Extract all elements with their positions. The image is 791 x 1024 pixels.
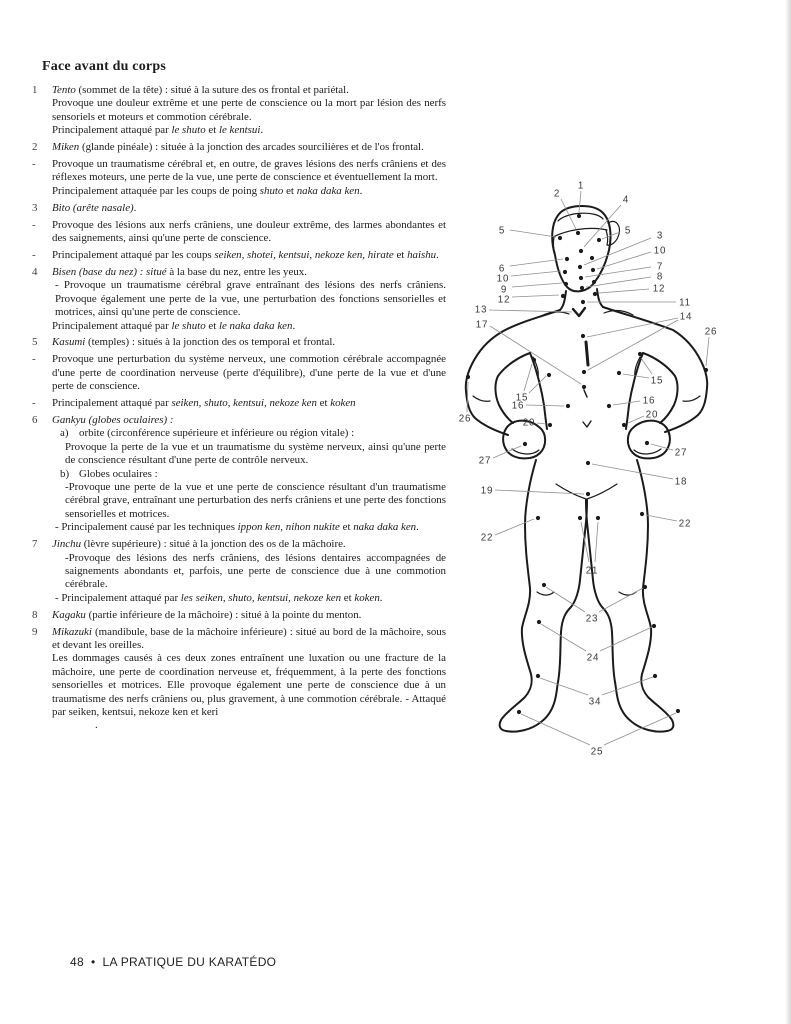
body-outline bbox=[628, 421, 670, 459]
diagram-number-label: 27 bbox=[674, 447, 688, 459]
list-item bbox=[32, 538, 446, 605]
technique-term: le naka daka ken bbox=[218, 319, 293, 332]
leader-line bbox=[540, 678, 588, 695]
body-outline bbox=[597, 289, 603, 307]
vital-point-dot bbox=[638, 352, 642, 356]
vital-point-dot bbox=[586, 461, 590, 465]
vital-point-dot bbox=[582, 370, 586, 374]
vital-point-dot bbox=[591, 268, 595, 272]
diagram-number-label: 8 bbox=[656, 271, 664, 283]
body-detail-line bbox=[537, 592, 554, 595]
vital-point-dot bbox=[592, 280, 596, 284]
leader-line bbox=[524, 364, 532, 391]
item-marker: - bbox=[32, 397, 36, 410]
diagram-number-label: 10 bbox=[653, 245, 667, 257]
diagram-number-label: 20 bbox=[522, 417, 536, 429]
vital-point-dot bbox=[523, 442, 527, 446]
list-item bbox=[32, 84, 446, 138]
leader-line bbox=[592, 464, 673, 479]
diagram-number-label: 1 bbox=[577, 180, 585, 192]
diagram-number-label: 5 bbox=[498, 225, 506, 237]
leader-line bbox=[599, 289, 649, 293]
diagram-number-label: 12 bbox=[652, 283, 666, 295]
text-run: (temples) : situés à la jonction des os temporal et frontal. bbox=[85, 336, 336, 349]
body-detail-line bbox=[553, 237, 555, 253]
vital-point-dot bbox=[580, 286, 584, 290]
vital-point-dot bbox=[563, 270, 567, 274]
text-run: et bbox=[339, 521, 354, 534]
vital-point-dot bbox=[517, 710, 521, 714]
leader-line bbox=[585, 267, 651, 277]
paragraph bbox=[52, 552, 446, 592]
leader-line bbox=[510, 230, 556, 237]
technique-term: shuto bbox=[259, 184, 284, 197]
vital-point-dot bbox=[579, 249, 583, 253]
leader-line bbox=[512, 295, 559, 297]
body-detail-line bbox=[634, 449, 661, 454]
item-marker: 2 bbox=[32, 141, 38, 154]
anatomy-mark bbox=[584, 390, 587, 397]
text-run: (mandibule, base de la mâchoire inférieure) : situé au bord de la mâchoire, sous et devant les oreilles. bbox=[52, 625, 446, 651]
text-run: . bbox=[95, 719, 98, 732]
text-run: . bbox=[260, 124, 264, 137]
vital-point-dot bbox=[704, 368, 708, 372]
vital-point-dot bbox=[536, 516, 540, 520]
diagram-number-label: 4 bbox=[622, 194, 630, 206]
diagram-number-label: 6 bbox=[498, 263, 506, 275]
vital-point-dot bbox=[643, 585, 647, 589]
vital-point-dot bbox=[582, 385, 586, 389]
text-run: Principalement attaqué par bbox=[52, 397, 172, 410]
vital-point-dot bbox=[561, 294, 565, 298]
vital-point-dot bbox=[565, 257, 569, 261]
technique-term: naka daka ken bbox=[353, 521, 417, 534]
item-marker: 3 bbox=[32, 201, 38, 214]
technique-term: le shuto bbox=[171, 319, 206, 332]
text-run: (glande pinéale) : située à la jonction des arcades sourcilières et de l'os frontal. bbox=[79, 141, 424, 154]
vital-point-dot bbox=[640, 512, 644, 516]
paragraph bbox=[52, 427, 446, 440]
text-run: orbite (circonférence supérieure et inférieure ou région vitale) : bbox=[79, 427, 355, 440]
paragraph bbox=[52, 219, 446, 246]
figure-container bbox=[440, 160, 791, 800]
anatomy-mark bbox=[586, 342, 588, 365]
diagram-number-label: 26 bbox=[704, 326, 718, 338]
vital-point-dot bbox=[596, 516, 600, 520]
vital-point-dot bbox=[597, 238, 601, 242]
anatomy-mark bbox=[583, 421, 591, 427]
leader-line bbox=[510, 259, 563, 266]
leader-line bbox=[541, 624, 586, 651]
body-detail-line bbox=[587, 484, 617, 499]
list-item bbox=[32, 201, 446, 215]
leader-line bbox=[511, 271, 561, 276]
sub-item-label: b) bbox=[60, 467, 70, 480]
diagram-number-label: 16 bbox=[642, 395, 656, 407]
leader-line bbox=[579, 191, 581, 212]
vital-point-dot bbox=[566, 404, 570, 408]
text-run: -Provoque des lésions des nerfs crâniens, des lésions dentaires accompagnées de saignements abondants et, parfois, une perte de conscience due à une commotion cérébrale. bbox=[65, 551, 446, 591]
technique-term: Jinchu bbox=[52, 538, 82, 551]
text-run: -Provoque une perte de la vue et une perte de conscience résultant d'un traumatisme cérébral grave, entraînant une perturbation des nerfs crâniens et une perte des fonctions sensorielles et motrices. bbox=[65, 480, 446, 520]
diagram-number-label: 9 bbox=[500, 284, 508, 296]
technique-term: Kagaku bbox=[52, 608, 86, 621]
diagram-number-label: 21 bbox=[585, 565, 599, 577]
diagram-number-label: 15 bbox=[515, 392, 529, 404]
paragraph bbox=[52, 84, 446, 97]
leader-line bbox=[490, 326, 581, 384]
text-run: . bbox=[292, 319, 296, 332]
item-marker: 6 bbox=[32, 413, 38, 426]
technique-term: le shuto bbox=[171, 124, 206, 137]
paragraph bbox=[52, 124, 446, 137]
text-run: Provoque une perturbation du système nerveux, une commotion cérébrale accompagnée d'une perte de coordination nerveuse (perte d'équilibre), d'une perte de la vue et d'une perte de conscience. bbox=[52, 353, 446, 393]
diagram-number-label: 5 bbox=[624, 225, 632, 237]
technique-term: Gankyu (globes oculaires) : bbox=[52, 413, 174, 426]
item-marker: 9 bbox=[32, 625, 38, 638]
paragraph bbox=[52, 414, 446, 427]
text-run: Provoque un traumatisme cérébral et, en outre, de graves lésions des nerfs crâniens et des réflexes moteurs, une perte de la vue, une perte de conscience et éventuellement la mort. bbox=[52, 158, 446, 184]
diagram-number-label: 19 bbox=[480, 485, 494, 497]
technique-term: seiken, shuto, kentsui, nekoze ken bbox=[171, 397, 317, 410]
technique-term: Tento bbox=[52, 84, 76, 96]
text-run: Principalement attaquée par les coups de poing bbox=[52, 184, 260, 197]
text-run: Les dommages causés à ces deux zones entraînent une luxation ou une fracture de la mâchoire, une perte de coordination nerveuse et, fréquemment, à la perte des fonctions sensorielles et motrices. Elle provoque également une perte de conscience due à un traumatisme des nerfs crâniens ou, plus gravement, à une commotion cérébrale. - Attaqué par seiken, kentsui, nekoze ken et keri bbox=[52, 652, 446, 718]
vital-point-dot bbox=[542, 583, 546, 587]
text-run: . bbox=[359, 184, 363, 197]
paragraph bbox=[52, 481, 446, 521]
technique-term: haishu bbox=[407, 248, 437, 261]
vital-point-dot bbox=[676, 709, 680, 713]
text-run: et bbox=[205, 124, 219, 137]
item-marker: - bbox=[32, 353, 36, 366]
text-run: Provoque des lésions aux nerfs crâniens, une douleur extrême, des larmes abondantes et des saignements, ainsi qu'une perte de conscience. bbox=[52, 218, 446, 245]
list-item bbox=[32, 141, 446, 154]
list-item bbox=[32, 353, 446, 393]
vital-point-dot bbox=[607, 404, 611, 408]
text-run: . bbox=[416, 521, 419, 534]
text-run: (partie inférieure de la mâchoire) : situé à la pointe du menton. bbox=[85, 608, 362, 621]
body-outline bbox=[586, 460, 673, 732]
text-run: et bbox=[316, 397, 331, 410]
diagram-number-label: 14 bbox=[679, 311, 693, 323]
list-item bbox=[32, 265, 446, 333]
paragraph bbox=[52, 468, 446, 481]
body-detail-line bbox=[473, 396, 490, 401]
leader-line bbox=[600, 627, 652, 651]
text-run: à la base du nez, entre les yeux. bbox=[166, 265, 307, 278]
footer bbox=[70, 955, 276, 969]
text-run: Globes oculaires : bbox=[79, 467, 158, 480]
vital-point-dot bbox=[536, 674, 540, 678]
item-marker: - bbox=[32, 218, 36, 231]
paragraph bbox=[52, 320, 446, 333]
vital-point-dot bbox=[548, 423, 552, 427]
paragraph bbox=[52, 397, 446, 410]
diagram-number-label: 2 bbox=[553, 188, 561, 200]
vital-point-dot bbox=[578, 516, 582, 520]
text-run: - Provoque un traumatisme cérébral grave entraînant des lésions des nerfs crâniens. Provoque également une perte de la vue, une perturbation des fonctions sensorielles et motrices, ainsi qu'une perte de conscience. bbox=[55, 279, 446, 319]
text-run: . bbox=[436, 248, 439, 261]
diagram-number-label: 11 bbox=[679, 297, 691, 309]
diagram-number-label: 16 bbox=[511, 400, 525, 412]
body-outline bbox=[560, 291, 566, 310]
leader-line bbox=[467, 382, 468, 412]
diagram-number-label: 3 bbox=[656, 230, 664, 242]
technique-term: Miken bbox=[52, 141, 80, 154]
paragraph bbox=[52, 336, 446, 349]
diagram-number-label: 17 bbox=[475, 319, 489, 331]
technique-term: les seiken, shuto, kentsui, nekoze ken bbox=[180, 591, 342, 604]
paragraph bbox=[52, 609, 446, 622]
vital-point-dot bbox=[532, 358, 536, 362]
text-run: . bbox=[133, 201, 137, 214]
vital-point-dot bbox=[653, 674, 657, 678]
technique-term: le kentsui bbox=[218, 124, 261, 137]
paragraph bbox=[52, 97, 446, 124]
technique-term: Mikazuki bbox=[52, 625, 92, 638]
text-run: - Principalement causé par les techniques bbox=[55, 521, 238, 534]
technique-term: koken bbox=[330, 397, 356, 410]
body-outline bbox=[500, 460, 587, 732]
leader-line bbox=[512, 283, 562, 287]
list-item bbox=[32, 248, 446, 262]
list-item bbox=[32, 336, 446, 349]
vital-point-dot bbox=[579, 276, 583, 280]
technique-term: Bisen (base du nez) : situé bbox=[52, 265, 167, 278]
technique-term: Bito (arête nasale) bbox=[52, 201, 134, 214]
diagram-number-label: 24 bbox=[586, 652, 600, 664]
leader-line bbox=[595, 522, 598, 562]
vital-point-dot bbox=[645, 441, 649, 445]
diagram-number-label: 23 bbox=[585, 613, 599, 625]
technique-term: seiken, shotei, kentsui, nekoze ken, hirate bbox=[214, 248, 394, 261]
body-detail-line bbox=[512, 449, 539, 454]
leader-line bbox=[584, 238, 651, 265]
vital-point-dot bbox=[590, 256, 594, 260]
anatomy-mark bbox=[573, 308, 585, 316]
leader-line bbox=[495, 519, 534, 535]
list-item bbox=[32, 397, 446, 410]
text-run: - Principalement attaqué par bbox=[55, 591, 181, 604]
diagram-number-label: 13 bbox=[474, 304, 488, 316]
paragraph bbox=[52, 141, 446, 154]
technique-term: naka daka ken bbox=[296, 184, 360, 197]
paragraph bbox=[52, 592, 446, 605]
vital-point-dot bbox=[466, 375, 470, 379]
diagram-number-label: 20 bbox=[645, 409, 659, 421]
vital-point-dot bbox=[547, 373, 551, 377]
text-run: Provoque la perte de la vue et un traumatisme du système nerveux, ainsi qu'une perte de conscience résultant d'une perte de contrôle nerveux. bbox=[65, 440, 446, 467]
paragraph bbox=[52, 158, 446, 185]
page-number: 48 bbox=[70, 955, 84, 969]
leader-line bbox=[706, 337, 709, 366]
technique-term: Kasumi bbox=[52, 336, 86, 349]
paragraph bbox=[52, 719, 446, 732]
leader-line bbox=[604, 713, 676, 745]
body-detail-line bbox=[556, 484, 586, 499]
paragraph bbox=[52, 652, 446, 719]
diagram-number-label: 10 bbox=[496, 273, 510, 285]
text-run: Principalement attaqué par bbox=[52, 319, 172, 332]
diagram-number-label: 26 bbox=[458, 413, 472, 425]
leader-line bbox=[521, 714, 590, 745]
vital-point-dot bbox=[577, 214, 581, 218]
vital-point-dot bbox=[586, 492, 590, 496]
diagram-number-label: 27 bbox=[478, 455, 492, 467]
body-detail-line bbox=[683, 396, 700, 401]
text-run: et bbox=[205, 319, 219, 332]
paragraph bbox=[52, 353, 446, 393]
leader-line bbox=[641, 358, 652, 374]
vital-point-dot bbox=[593, 292, 597, 296]
page-edge-shadow bbox=[785, 0, 791, 1024]
item-marker: 8 bbox=[32, 608, 38, 621]
item-marker: 5 bbox=[32, 336, 38, 349]
text-run: . bbox=[379, 591, 383, 604]
vital-point-dot bbox=[581, 300, 585, 304]
text-run: et bbox=[341, 591, 355, 604]
diagram-number-label: 18 bbox=[674, 476, 688, 488]
paragraph bbox=[52, 441, 446, 468]
paragraph bbox=[52, 538, 446, 551]
vital-point-dot bbox=[576, 231, 580, 235]
sub-item-label: a) bbox=[60, 427, 69, 440]
leader-line bbox=[613, 401, 640, 405]
page-title: Face avant du corps bbox=[42, 59, 166, 74]
list-item bbox=[32, 625, 446, 733]
item-marker: 7 bbox=[32, 538, 38, 551]
item-marker: - bbox=[32, 158, 36, 171]
diagram-number-label: 22 bbox=[678, 518, 692, 530]
list-item bbox=[32, 218, 446, 246]
leader-line bbox=[646, 515, 677, 521]
diagram-number-label: 34 bbox=[588, 696, 602, 708]
paragraph bbox=[52, 626, 446, 653]
vital-point-dot bbox=[581, 334, 585, 338]
vital-point-dot bbox=[578, 265, 582, 269]
text-run: Principalement attaqué par bbox=[52, 124, 172, 137]
vital-point-dot bbox=[652, 624, 656, 628]
vital-point-dot bbox=[558, 236, 562, 240]
vital-point-dot bbox=[622, 423, 626, 427]
body-diagram bbox=[440, 160, 791, 800]
leader-line bbox=[526, 405, 564, 406]
diagram-number-label: 22 bbox=[480, 532, 494, 544]
item-marker: 4 bbox=[32, 265, 38, 278]
item-marker: - bbox=[32, 248, 36, 261]
diagram-number-label: 7 bbox=[656, 261, 664, 273]
paragraph bbox=[52, 521, 446, 534]
diagram-number-label: 12 bbox=[497, 294, 511, 306]
vital-point-dot bbox=[564, 282, 568, 286]
text-run: (lèvre supérieure) : situé à la jonction des os de la mâchoire. bbox=[81, 538, 346, 551]
text-column bbox=[32, 84, 446, 736]
diagram-number-label: 25 bbox=[590, 746, 604, 758]
text-run: et bbox=[393, 248, 408, 261]
vital-point-dot bbox=[617, 371, 621, 375]
diagram-number-label: 15 bbox=[650, 375, 664, 387]
leader-line bbox=[599, 588, 643, 612]
item-marker: 1 bbox=[32, 84, 38, 96]
leader-line bbox=[537, 423, 546, 424]
list-item bbox=[32, 158, 446, 198]
paragraph bbox=[52, 202, 446, 215]
paragraph bbox=[52, 249, 446, 262]
list-item bbox=[32, 608, 446, 622]
technique-term: ippon ken, nihon nukite bbox=[237, 521, 340, 534]
vital-point-dot bbox=[537, 620, 541, 624]
text-run: et bbox=[283, 184, 297, 197]
technique-term: koken bbox=[354, 591, 380, 604]
text-run: Provoque une douleur extrême et une perte de conscience ou la mort par lésion des nerfs sensoriels et moteurs et commotion cérébrale. bbox=[52, 97, 446, 123]
paragraph bbox=[52, 185, 446, 198]
footer-bullet: • bbox=[90, 955, 96, 969]
text-run: (sommet de la tête) : situé à la suture des os frontal et pariétal. bbox=[75, 84, 349, 96]
paragraph bbox=[52, 279, 446, 319]
book-title: LA PRATIQUE DU KARATÉDO bbox=[102, 955, 277, 969]
list-item bbox=[32, 413, 446, 535]
text-run: Principalement attaqué par les coups bbox=[52, 248, 215, 261]
paragraph bbox=[52, 266, 446, 279]
